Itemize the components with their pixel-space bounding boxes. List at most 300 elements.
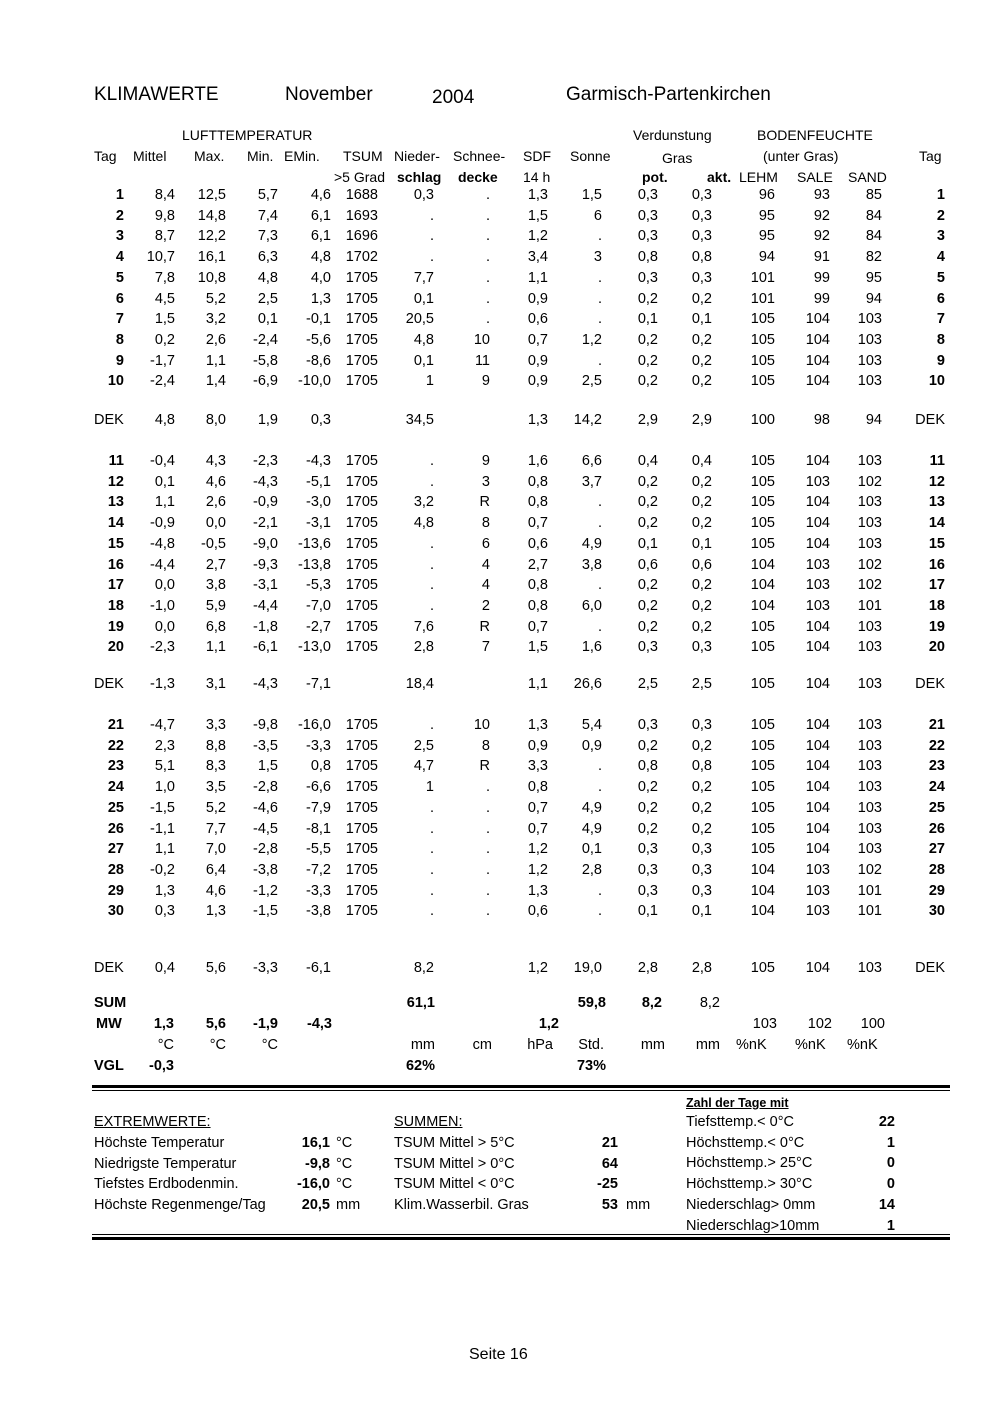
cell-max: 0,0	[205, 515, 226, 532]
cell-tag-right: 8	[936, 331, 945, 348]
cell-tag-right: 10	[928, 373, 945, 390]
cell-sale: 103	[805, 473, 830, 490]
unit-sonne: Std.	[578, 1037, 604, 1053]
dekade-row	[0, 676, 1000, 696]
cell-sand: 103	[857, 758, 882, 775]
cell-pot: 0,3	[637, 882, 658, 899]
extremwert-label: Tiefstes Erdbodenmin.	[94, 1176, 239, 1193]
cell-min: 6,3	[257, 249, 278, 266]
cell-sdf: 0,6	[527, 535, 548, 552]
cell-mittel: 8,7	[154, 228, 175, 245]
cell-tag: 27	[107, 841, 124, 858]
cell-tag-right: 7	[936, 311, 945, 328]
cell-sonne: .	[597, 352, 602, 369]
cell-nieder: 20,5	[405, 311, 434, 328]
cell-tsum: 1705	[345, 515, 378, 532]
separator-bottom-thin	[92, 1234, 950, 1235]
cell-min: -9,0	[253, 535, 278, 552]
cell-sonne: .	[597, 515, 602, 532]
cell-emin: 6,1	[310, 207, 331, 224]
cell-sand: 101	[857, 882, 882, 899]
cell-min: -4,6	[253, 799, 278, 816]
cell-sale: 92	[813, 207, 830, 224]
cell-min: -3,8	[253, 861, 278, 878]
cell-tsum: 1705	[345, 269, 378, 286]
summen-title: SUMMEN:	[394, 1114, 463, 1130]
cell-emin: -3,8	[306, 903, 331, 920]
cell-nieder: .	[429, 882, 434, 899]
cell-sale: 104	[805, 373, 830, 390]
cell-sand: 103	[857, 618, 882, 635]
cell-sonne: .	[597, 577, 602, 594]
cell-akt: 0,2	[691, 577, 712, 594]
cell-max: 3,3	[205, 717, 226, 733]
cell-pot: 0,2	[637, 737, 658, 754]
header-tag: Tag	[94, 148, 117, 164]
cell-emin: -7,2	[306, 861, 331, 878]
cell-mittel: -1,0	[150, 597, 175, 614]
cell-pot: 2,8	[637, 960, 658, 976]
tage-label: Tiefsttemp.< 0°C	[686, 1114, 795, 1130]
cell-max: -0,5	[201, 535, 226, 552]
cell-lehm: 105	[750, 960, 775, 976]
cell-tsum: 1705	[345, 882, 378, 899]
cell-tag: 28	[107, 861, 124, 878]
cell-sale: 104	[805, 618, 830, 635]
cell-lehm: 105	[750, 494, 775, 511]
cell-mittel: 8,4	[154, 187, 175, 203]
cell-schnee: .	[485, 187, 490, 203]
cell-sonne: 6,0	[581, 597, 602, 614]
cell-tag: 2	[115, 207, 124, 224]
table-row	[0, 353, 1000, 373]
cell-nieder: 2,8	[413, 639, 434, 656]
cell-tag: 26	[107, 820, 124, 837]
cell-mittel: 0,3	[154, 903, 175, 920]
cell-tag: 21	[107, 717, 124, 733]
cell-akt: 0,4	[691, 453, 712, 469]
cell-tsum: 1705	[345, 290, 378, 307]
cell-tag: 14	[107, 515, 124, 532]
month: November	[285, 84, 373, 105]
cell-sand: 103	[857, 820, 882, 837]
cell-sale: 103	[805, 597, 830, 614]
cell-tag-right: DEK	[915, 412, 945, 428]
header-lufttemperatur: LUFTTEMPERATUR	[182, 127, 313, 143]
cell-min: -2,4	[253, 331, 278, 348]
cell-mittel: 9,8	[154, 207, 175, 224]
cell-schnee: R	[479, 494, 490, 511]
header-mittel: Mittel	[133, 148, 167, 164]
cell-mittel: -0,9	[150, 515, 175, 532]
cell-tag: 23	[107, 758, 124, 775]
cell-sonne: 19,0	[573, 960, 602, 976]
station-name: Garmisch-Partenkirchen	[566, 84, 771, 105]
cell-sale: 104	[805, 515, 830, 532]
cell-schnee: .	[485, 228, 490, 245]
cell-sdf: 1,5	[527, 639, 548, 656]
header-decke: decke	[458, 169, 498, 185]
cell-tag-right: 11	[929, 453, 945, 469]
cell-lehm: 105	[750, 373, 775, 390]
cell-max: 7,7	[205, 820, 226, 837]
cell-max: 8,8	[205, 737, 226, 754]
cell-emin: -13,6	[297, 535, 331, 552]
cell-sale: 104	[805, 717, 830, 733]
mw-min: -1,9	[253, 1016, 278, 1032]
cell-min: 4,8	[257, 269, 278, 286]
cell-lehm: 105	[750, 352, 775, 369]
cell-akt: 0,2	[691, 597, 712, 614]
cell-emin: 4,0	[310, 269, 331, 286]
cell-tag: DEK	[94, 412, 124, 428]
cell-sdf: 0,7	[527, 799, 548, 816]
cell-max: 3,2	[205, 311, 226, 328]
tage-value: 1	[886, 1134, 895, 1151]
cell-akt: 2,8	[691, 960, 712, 976]
cell-sand: 84	[865, 228, 882, 245]
cell-sale: 104	[805, 639, 830, 656]
cell-lehm: 101	[750, 290, 775, 307]
unit-min: °C	[261, 1037, 278, 1053]
cell-sand: 103	[857, 373, 882, 390]
unit-pot: mm	[640, 1037, 665, 1053]
cell-sand: 103	[857, 841, 882, 858]
cell-sale: 103	[805, 577, 830, 594]
cell-sdf: 0,8	[527, 597, 548, 614]
cell-min: -2,3	[253, 453, 278, 469]
cell-schnee: .	[485, 903, 490, 920]
cell-sonne: 14,2	[573, 412, 602, 428]
cell-mittel: 1,5	[154, 311, 175, 328]
page-number: Seite 16	[469, 1346, 528, 1363]
cell-sand: 85	[865, 187, 882, 203]
cell-pot: 2,5	[637, 676, 658, 692]
cell-max: 16,1	[197, 249, 226, 266]
cell-sdf: 0,9	[527, 352, 548, 369]
cell-emin: -2,7	[306, 618, 331, 635]
cell-lehm: 105	[750, 820, 775, 837]
extremwert-value: -16,0	[296, 1176, 330, 1193]
cell-sand: 103	[857, 453, 882, 469]
cell-lehm: 95	[758, 228, 775, 245]
cell-pot: 0,3	[637, 841, 658, 858]
cell-max: 1,4	[205, 373, 226, 390]
cell-sale: 104	[805, 820, 830, 837]
cell-max: 1,1	[205, 352, 226, 369]
cell-tag-right: 20	[928, 639, 945, 656]
cell-lehm: 105	[750, 639, 775, 656]
cell-tag: 8	[115, 331, 124, 348]
cell-sonne: 3,8	[581, 556, 602, 573]
cell-sdf: 0,9	[527, 373, 548, 390]
table-row	[0, 187, 1000, 207]
cell-emin: -6,1	[306, 960, 331, 976]
cell-sdf: 1,1	[527, 676, 548, 692]
cell-max: 3,5	[205, 779, 226, 796]
cell-mittel: 1,3	[154, 882, 175, 899]
table-row	[0, 557, 1000, 577]
extremwert-unit: °C	[336, 1176, 353, 1193]
cell-sale: 103	[805, 882, 830, 899]
cell-sdf: 0,6	[527, 903, 548, 920]
cell-nieder: 3,2	[413, 494, 434, 511]
unit-max: °C	[209, 1037, 226, 1053]
cell-akt: 2,5	[691, 676, 712, 692]
cell-tag: 15	[107, 535, 124, 552]
cell-sand: 103	[857, 639, 882, 656]
cell-sdf: 3,4	[527, 249, 548, 266]
cell-max: 5,9	[205, 597, 226, 614]
cell-tag-right: 4	[936, 249, 945, 266]
cell-mittel: 1,0	[154, 779, 175, 796]
cell-max: 6,8	[205, 618, 226, 635]
cell-akt: 0,3	[691, 861, 712, 878]
table-row	[0, 270, 1000, 290]
cell-sand: 103	[857, 960, 882, 976]
cell-sale: 91	[813, 249, 830, 266]
cell-pot: 0,2	[637, 799, 658, 816]
cell-tsum: 1705	[345, 352, 378, 369]
cell-emin: -5,6	[306, 331, 331, 348]
cell-sand: 103	[857, 515, 882, 532]
cell-sale: 98	[813, 412, 830, 428]
cell-sdf: 0,8	[527, 779, 548, 796]
cell-min: -1,5	[253, 903, 278, 920]
cell-tsum: 1705	[345, 903, 378, 920]
cell-emin: -3,1	[306, 515, 331, 532]
cell-akt: 0,1	[691, 311, 712, 328]
cell-sale: 104	[805, 352, 830, 369]
separator-top-thin	[92, 1090, 950, 1091]
cell-tag: 17	[107, 577, 124, 594]
cell-sand: 101	[857, 903, 882, 920]
table-row	[0, 577, 1000, 597]
cell-mittel: 0,4	[154, 960, 175, 976]
cell-akt: 0,2	[691, 799, 712, 816]
cell-tsum: 1705	[345, 779, 378, 796]
cell-sonne: 2,5	[581, 373, 602, 390]
cell-sale: 104	[805, 799, 830, 816]
cell-sale: 104	[805, 311, 830, 328]
cell-min: -4,5	[253, 820, 278, 837]
cell-mittel: 1,1	[154, 494, 175, 511]
cell-min: -9,8	[253, 717, 278, 733]
cell-pot: 0,2	[637, 373, 658, 390]
cell-mittel: 4,5	[154, 290, 175, 307]
cell-akt: 0,3	[691, 187, 712, 203]
cell-sonne: 26,6	[573, 676, 602, 692]
cell-emin: -0,1	[306, 311, 331, 328]
cell-min: 0,1	[257, 311, 278, 328]
extremwert-label: Niedrigste Temperatur	[94, 1155, 237, 1172]
cell-emin: -3,3	[306, 737, 331, 754]
cell-tsum: 1702	[345, 249, 378, 266]
summen-label: TSUM Mittel > 5°C	[394, 1135, 515, 1151]
cell-schnee: .	[485, 841, 490, 858]
cell-sonne: .	[597, 758, 602, 775]
cell-emin: -16,0	[297, 717, 331, 733]
cell-tag-right: 26	[928, 820, 945, 837]
summen-value: 53	[601, 1197, 618, 1214]
cell-sdf: 1,2	[527, 841, 548, 858]
cell-lehm: 105	[750, 737, 775, 754]
vgl-nieder: 62%	[405, 1058, 435, 1074]
cell-tsum: 1705	[345, 556, 378, 573]
cell-min: -6,9	[253, 373, 278, 390]
tage-value: 1	[886, 1217, 895, 1234]
cell-max: 8,3	[205, 758, 226, 775]
cell-tag: 20	[107, 639, 124, 656]
cell-pot: 0,2	[637, 331, 658, 348]
cell-pot: 0,3	[637, 228, 658, 245]
cell-emin: -5,1	[306, 473, 331, 490]
header-emin: EMin.	[284, 148, 320, 164]
cell-nieder: .	[429, 577, 434, 594]
cell-sdf: 3,3	[527, 758, 548, 775]
cell-schnee: 2	[481, 597, 490, 614]
cell-min: -6,1	[253, 639, 278, 656]
cell-nieder: .	[429, 228, 434, 245]
cell-lehm: 104	[750, 903, 775, 920]
cell-max: 1,3	[205, 903, 226, 920]
cell-min: 1,9	[257, 412, 278, 428]
cell-mittel: 0,2	[154, 331, 175, 348]
cell-mittel: 0,0	[154, 577, 175, 594]
cell-pot: 0,1	[637, 903, 658, 920]
cell-max: 12,5	[197, 187, 226, 203]
cell-sdf: 0,6	[527, 311, 548, 328]
cell-nieder: 0,1	[413, 352, 434, 369]
cell-akt: 0,3	[691, 207, 712, 224]
cell-nieder: 34,5	[405, 412, 434, 428]
cell-sonne: .	[597, 618, 602, 635]
cell-akt: 0,3	[691, 841, 712, 858]
cell-emin: 1,3	[310, 290, 331, 307]
table-row	[0, 453, 1000, 473]
cell-sonne: .	[597, 311, 602, 328]
tage-label: Niederschlag> 0mm	[686, 1196, 816, 1213]
cell-tag-right: 23	[928, 758, 945, 775]
cell-sand: 103	[857, 331, 882, 348]
table-row	[0, 903, 1000, 923]
cell-sdf: 1,3	[527, 882, 548, 899]
cell-sale: 93	[813, 187, 830, 203]
cell-tag: 25	[107, 799, 124, 816]
cell-akt: 0,3	[691, 639, 712, 656]
cell-tag-right: 15	[928, 535, 945, 552]
cell-pot: 0,3	[637, 207, 658, 224]
cell-nieder: 18,4	[405, 676, 434, 692]
cell-mittel: -2,3	[150, 639, 175, 656]
cell-tsum: 1705	[345, 717, 378, 733]
cell-tsum: 1688	[345, 187, 378, 203]
header-tsum: TSUM	[343, 148, 383, 164]
cell-akt: 2,9	[691, 412, 712, 428]
cell-tsum: 1705	[345, 841, 378, 858]
header-sale: SALE	[797, 169, 833, 185]
cell-tag-right: 28	[928, 861, 945, 878]
cell-sdf: 1,3	[527, 717, 548, 733]
cell-sonne: .	[597, 494, 602, 511]
cell-tag: 1	[115, 187, 124, 203]
cell-schnee: .	[485, 882, 490, 899]
extremwert-value: 20,5	[301, 1197, 330, 1214]
table-row	[0, 738, 1000, 758]
extremwert-label: Höchste Temperatur	[94, 1135, 225, 1151]
cell-sonne: .	[597, 228, 602, 245]
cell-pot: 0,3	[637, 639, 658, 656]
cell-sand: 102	[857, 556, 882, 573]
tage-label: Niederschlag>10mm	[686, 1217, 820, 1234]
cell-tag-right: 21	[928, 717, 945, 733]
cell-mittel: 0,1	[154, 473, 175, 490]
summen-value: -25	[597, 1176, 618, 1193]
sum-label: SUM	[94, 995, 127, 1011]
cell-pot: 0,2	[637, 597, 658, 614]
mw-sdf: 1,2	[538, 1016, 559, 1032]
cell-nieder: .	[429, 597, 434, 614]
header-gras: Gras	[662, 150, 693, 166]
cell-sand: 103	[857, 737, 882, 754]
cell-max: 5,2	[205, 799, 226, 816]
table-row	[0, 862, 1000, 882]
table-row	[0, 821, 1000, 841]
cell-nieder: .	[429, 249, 434, 266]
cell-nieder: .	[429, 556, 434, 573]
cell-nieder: 0,3	[413, 187, 434, 203]
tage-value: 0	[886, 1176, 895, 1193]
unit-akt: mm	[695, 1037, 720, 1053]
cell-sonne: 1,5	[581, 187, 602, 203]
cell-schnee: .	[485, 311, 490, 328]
header-verdunstung: Verdunstung	[633, 127, 712, 143]
cell-tsum: 1705	[345, 861, 378, 878]
cell-tsum: 1705	[345, 331, 378, 348]
cell-lehm: 105	[750, 758, 775, 775]
cell-sonne: 6	[593, 207, 602, 224]
cell-lehm: 105	[750, 311, 775, 328]
cell-lehm: 101	[750, 269, 775, 286]
header-nieder: Nieder-	[394, 148, 440, 164]
cell-pot: 0,2	[637, 515, 658, 532]
cell-tag-right: 30	[928, 903, 945, 920]
cell-emin: -3,0	[306, 494, 331, 511]
cell-tag: 6	[115, 290, 124, 307]
page-title: KLIMAWERTE	[94, 84, 219, 105]
extremwert-value: 16,1	[301, 1135, 330, 1151]
cell-emin: -13,8	[297, 556, 331, 573]
cell-pot: 0,8	[637, 758, 658, 775]
cell-sonne: 3	[593, 249, 602, 266]
cell-schnee: 4	[481, 577, 490, 594]
cell-emin: 4,8	[310, 249, 331, 266]
cell-sand: 94	[865, 412, 882, 428]
cell-max: 2,6	[205, 494, 226, 511]
cell-sand: 94	[865, 290, 882, 307]
cell-tag: 13	[107, 494, 124, 511]
cell-sand: 103	[857, 535, 882, 552]
header-unter-gras: (unter Gras)	[763, 148, 839, 164]
cell-mittel: -0,2	[150, 861, 175, 878]
cell-sdf: 1,2	[527, 228, 548, 245]
cell-pot: 0,4	[637, 453, 658, 469]
cell-tag: 4	[115, 249, 124, 266]
cell-sand: 102	[857, 861, 882, 878]
cell-tsum: 1696	[345, 228, 378, 245]
table-row	[0, 800, 1000, 820]
cell-tag: 30	[107, 903, 124, 920]
